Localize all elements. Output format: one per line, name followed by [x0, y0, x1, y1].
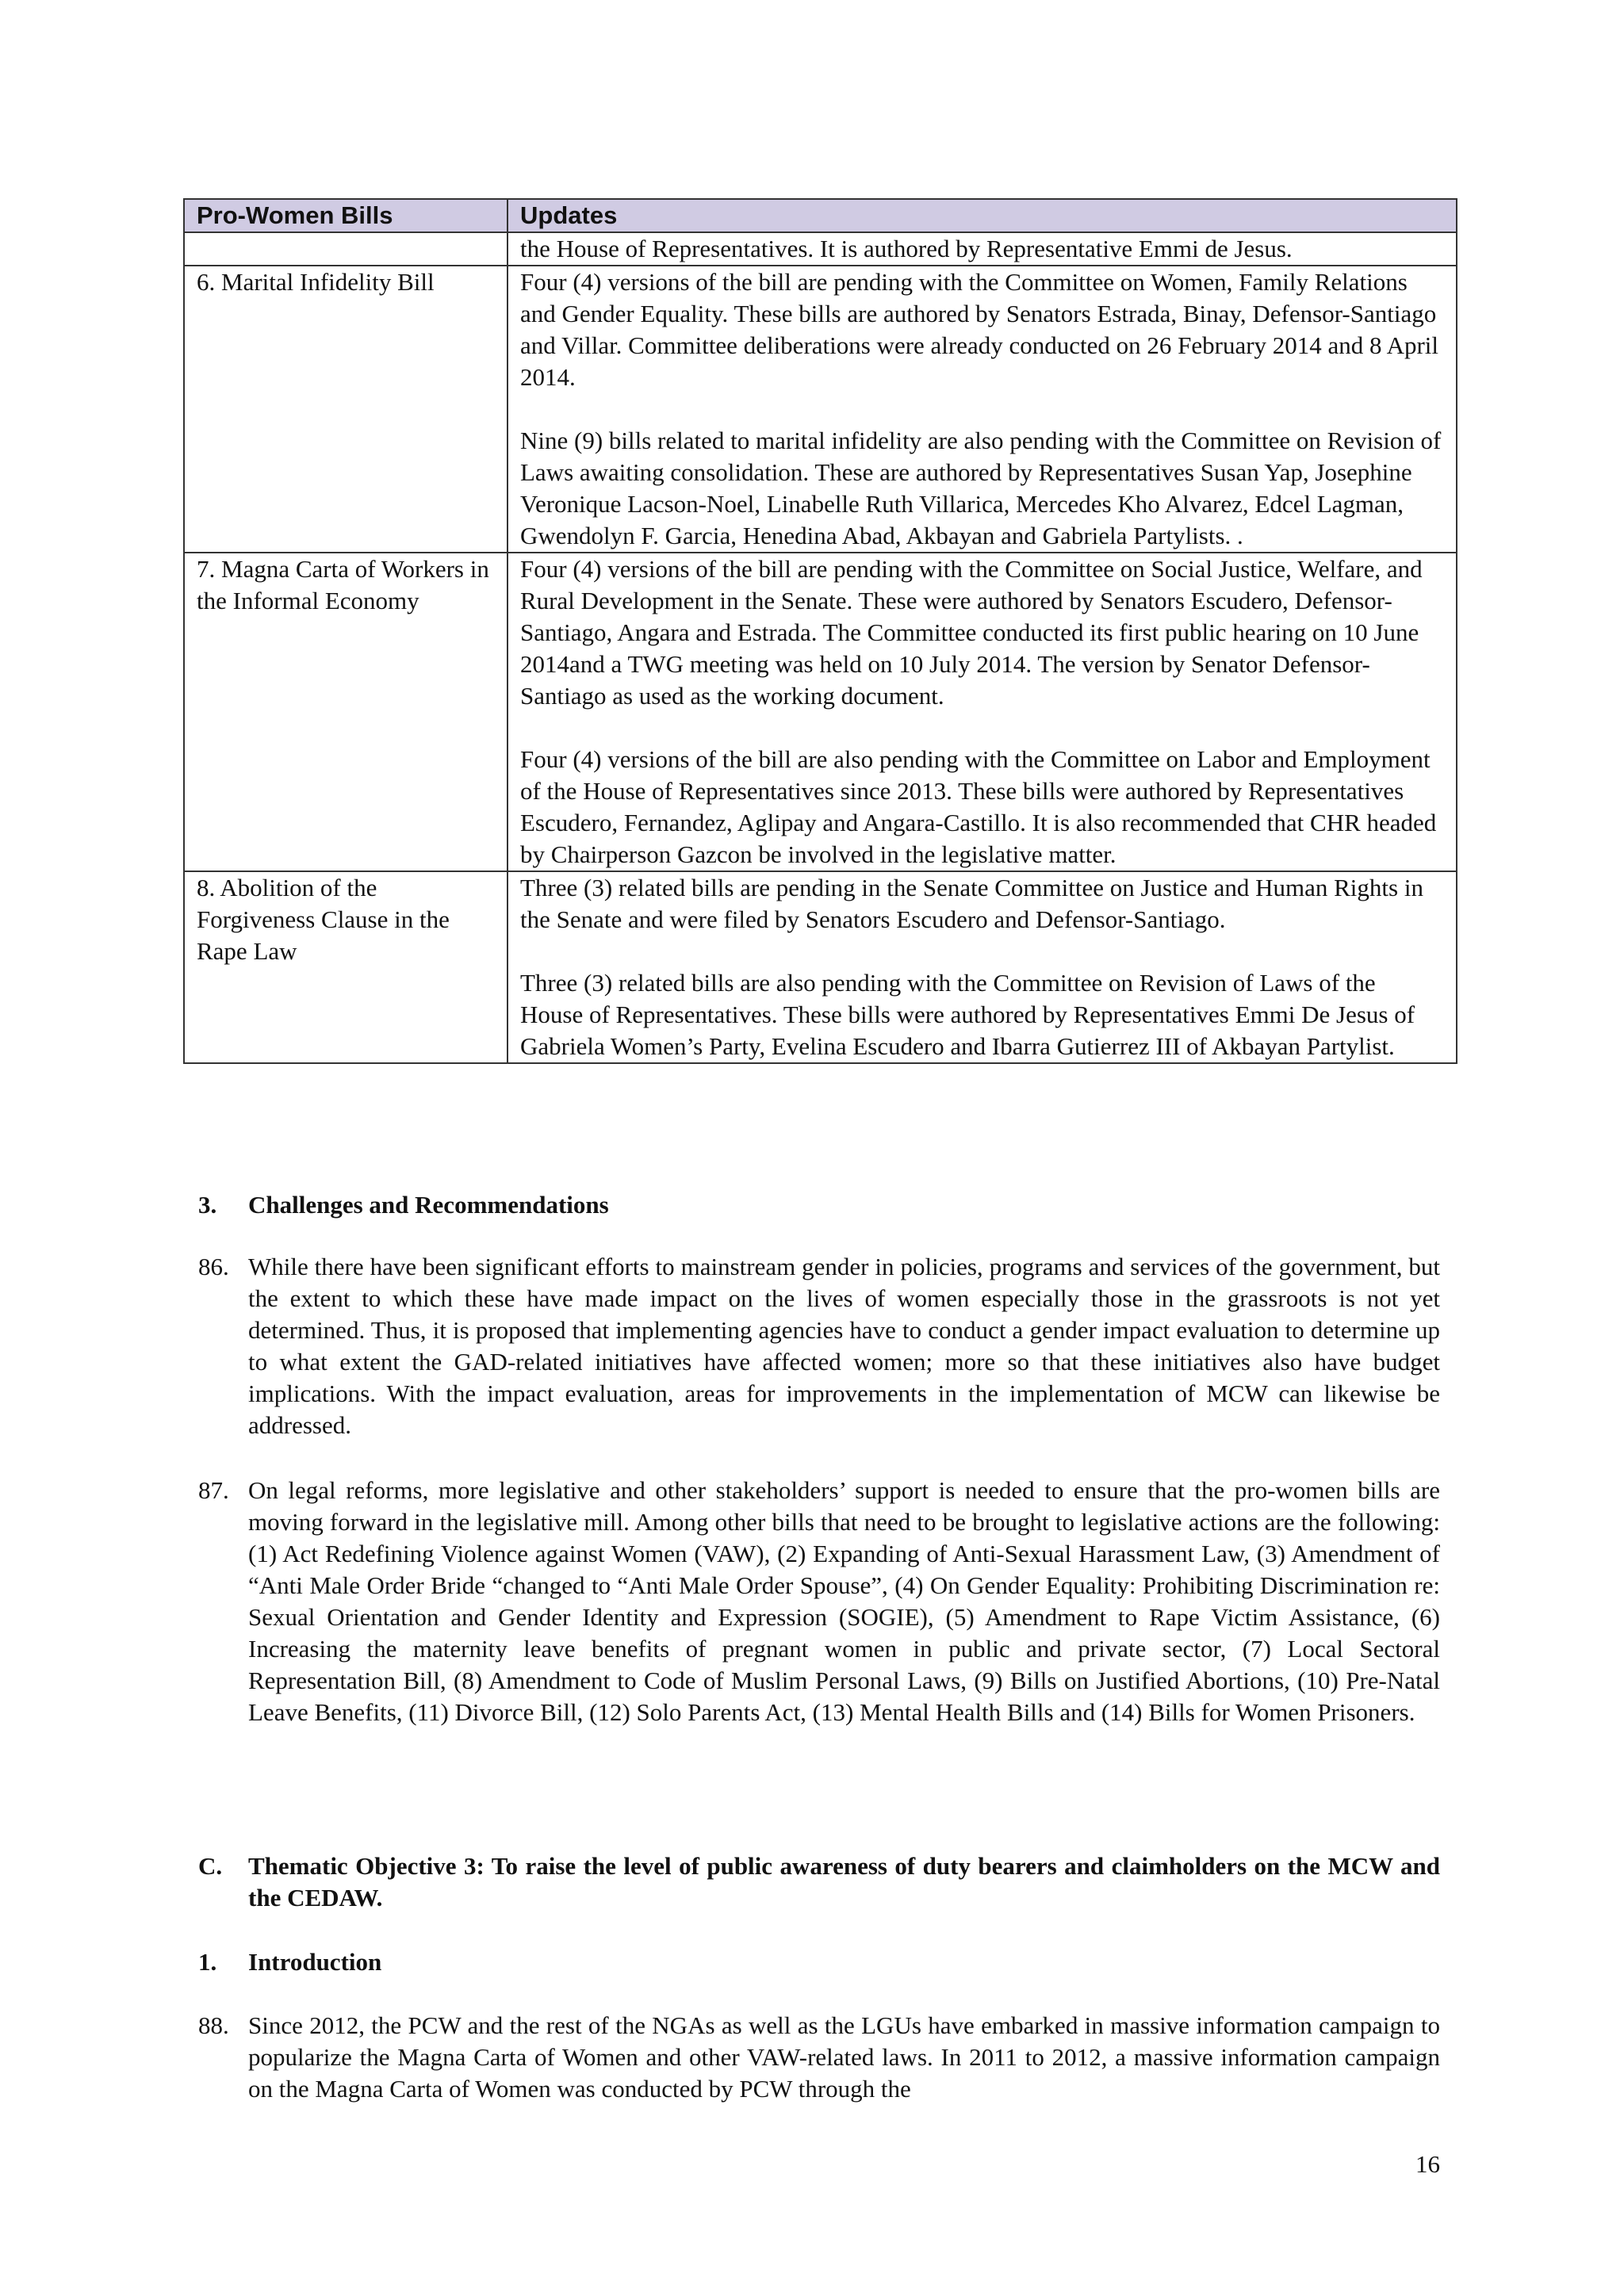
update-cell-continued [508, 232, 1457, 266]
heading-number: 1. [198, 1948, 217, 1976]
bill-cell: 8. Abolition of the Forgiveness Clause in the Rape Law [184, 871, 508, 1063]
paragraph-87 [198, 1475, 1440, 1728]
update-cell [508, 266, 1457, 553]
table-row [184, 871, 1457, 1063]
paragraph-text: Since 2012, the PCW and the rest of the NGAs as well as the LGUs have embarked in massive information campaign to popularize the Magna Carta of Women and other VAW-related laws. In 2011 to 2012, a massive information campaign on the Magna Carta of Women was conducted by PCW through the [248, 2011, 1440, 2103]
paragraph-text: While there have been significant efforts to mainstream gender in policies, programs and services of the government, but the extent to which these have made impact on the lives of women especially those in the grassroots is not yet determined. Thus, it is proposed that implementing agencies have to conduct a gender impact evaluation to determine up to what extent the GAD-related initiatives have affected women; more so that these initiatives also have budget implications. With the impact evaluation, areas for improvements in the implementation of MCW can likewise be addressed. [248, 1253, 1440, 1439]
update-paragraph: Three (3) related bills are also pending with the Committee on Revision of Laws of the House of Representatives. These bills were authored by Representatives Emmi De Jesus of Gabriela Women’s Party, Evelina Escudero and Ibarra Gutierrez III of Akbayan Partylist. [520, 969, 1415, 1060]
heading-number: 3. [198, 1191, 217, 1219]
table-row [184, 232, 1457, 266]
table-row [184, 266, 1457, 553]
paragraph-text: On legal reforms, more legislative and other stakeholders’ support is needed to ensure that the pro-women bills are moving forward in the legislative mill. Among other bills that need to be brought to legislative actions are the following: (1) Act Redefining Violence against Women (VAW), (2) Expanding of Anti-Sexual Harassment Law, (3) Amendment of “Anti Male Order Bride “changed to “Anti Male Order Spouse”, (4) On Gender Equality: Prohibiting Discrimination re: Sexual Orientation and Gender Identity and Expression (SOGIE), (5) Amendment to Rape Victim Assistance, (6) Increasing the maternity leave benefits of pregnant women in public and private sector, (7) Local Sectoral Representation Bill, (8) Amendment to Code of Muslim Personal Laws, (9) Bills on Justified Abortions, (10) Pre-Natal Leave Benefits, (11) Divorce Bill, (12) Solo Parents Act, (13) Mental Health Bills and (14) Bills for Women Prisoners. [248, 1476, 1440, 1726]
page-number: 16 [1415, 2150, 1440, 2178]
bill-cell: 6. Marital Infidelity Bill [184, 266, 508, 553]
challenges-heading [198, 1189, 1440, 1221]
paragraph-number: 86. [198, 1253, 229, 1280]
paragraph-number: 87. [198, 1476, 229, 1504]
pro-women-bills-table [183, 198, 1457, 1064]
update-cell [508, 871, 1457, 1063]
update-paragraph: Three (3) related bills are pending in the Senate Committee on Justice and Human Rights in the Senate and were filed by Senators Escudero and Defensor-Santiago. [520, 874, 1423, 933]
update-paragraph: Nine (9) bills related to marital infidelity are also pending with the Committee on Revision of Laws awaiting consolidation. These are authored by Representatives Susan Yap, Josephine Veronique Lacson-Noel, Linabelle Ruth Villarica, Mercedes Kho Alvarez, Edcel Lagman, Gwendolyn F. Garcia, Henedina Abad, Akbayan and Gabriela Partylists. . [520, 427, 1442, 549]
paragraph-88 [198, 2010, 1440, 2105]
paragraph-86 [198, 1251, 1440, 1441]
paragraph-number: 88. [198, 2011, 229, 2039]
continuation-text: the House of Representatives. It is authored by Representative Emmi de Jesus. [520, 235, 1293, 262]
heading-number: C. [198, 1852, 223, 1880]
update-paragraph: Four (4) versions of the bill are pending with the Committee on Social Justice, Welfare, and Rural Development in the Senate. These were authored by Senators Escudero, Defensor-Santiago, Angara and Estrada. The Committee conducted its first public hearing on 10 June 2014and a TWG meeting was held on 10 July 2014. The version by Senator Defensor-Santiago as used as the working document. [520, 555, 1423, 710]
update-cell [508, 553, 1457, 871]
introduction-heading [198, 1946, 1440, 1978]
header-pro-women-bills: Pro-Women Bills [184, 199, 508, 232]
table-header-row [184, 199, 1457, 232]
heading-title: Thematic Objective 3: To raise the level of public awareness of duty bearers and claimholders on the MCW and the CEDAW. [248, 1852, 1440, 1911]
update-paragraph: Four (4) versions of the bill are pending with the Committee on Women, Family Relations and Gender Equality. These bills are authored by Senators Estrada, Binay, Defensor-Santiago and Villar. Committee deliberations were already conducted on 26 February 2014 and 8 April 2014. [520, 268, 1439, 391]
bill-cell-continued [184, 232, 508, 266]
header-updates: Updates [508, 199, 1457, 232]
thematic-objective-heading [198, 1850, 1440, 1914]
heading-title: Introduction [248, 1948, 382, 1976]
table-row [184, 553, 1457, 871]
update-paragraph: Four (4) versions of the bill are also pending with the Committee on Labor and Employment of the House of Representatives since 2013. These bills were authored by Representatives Escudero, Fernandez, Aglipay and Angara-Castillo. It is also recommended that CHR headed by Chairperson Gazcon be involved in the legislative matter. [520, 745, 1437, 868]
heading-title: Challenges and Recommendations [248, 1191, 609, 1219]
bill-cell: 7. Magna Carta of Workers in the Informal Economy [184, 553, 508, 871]
